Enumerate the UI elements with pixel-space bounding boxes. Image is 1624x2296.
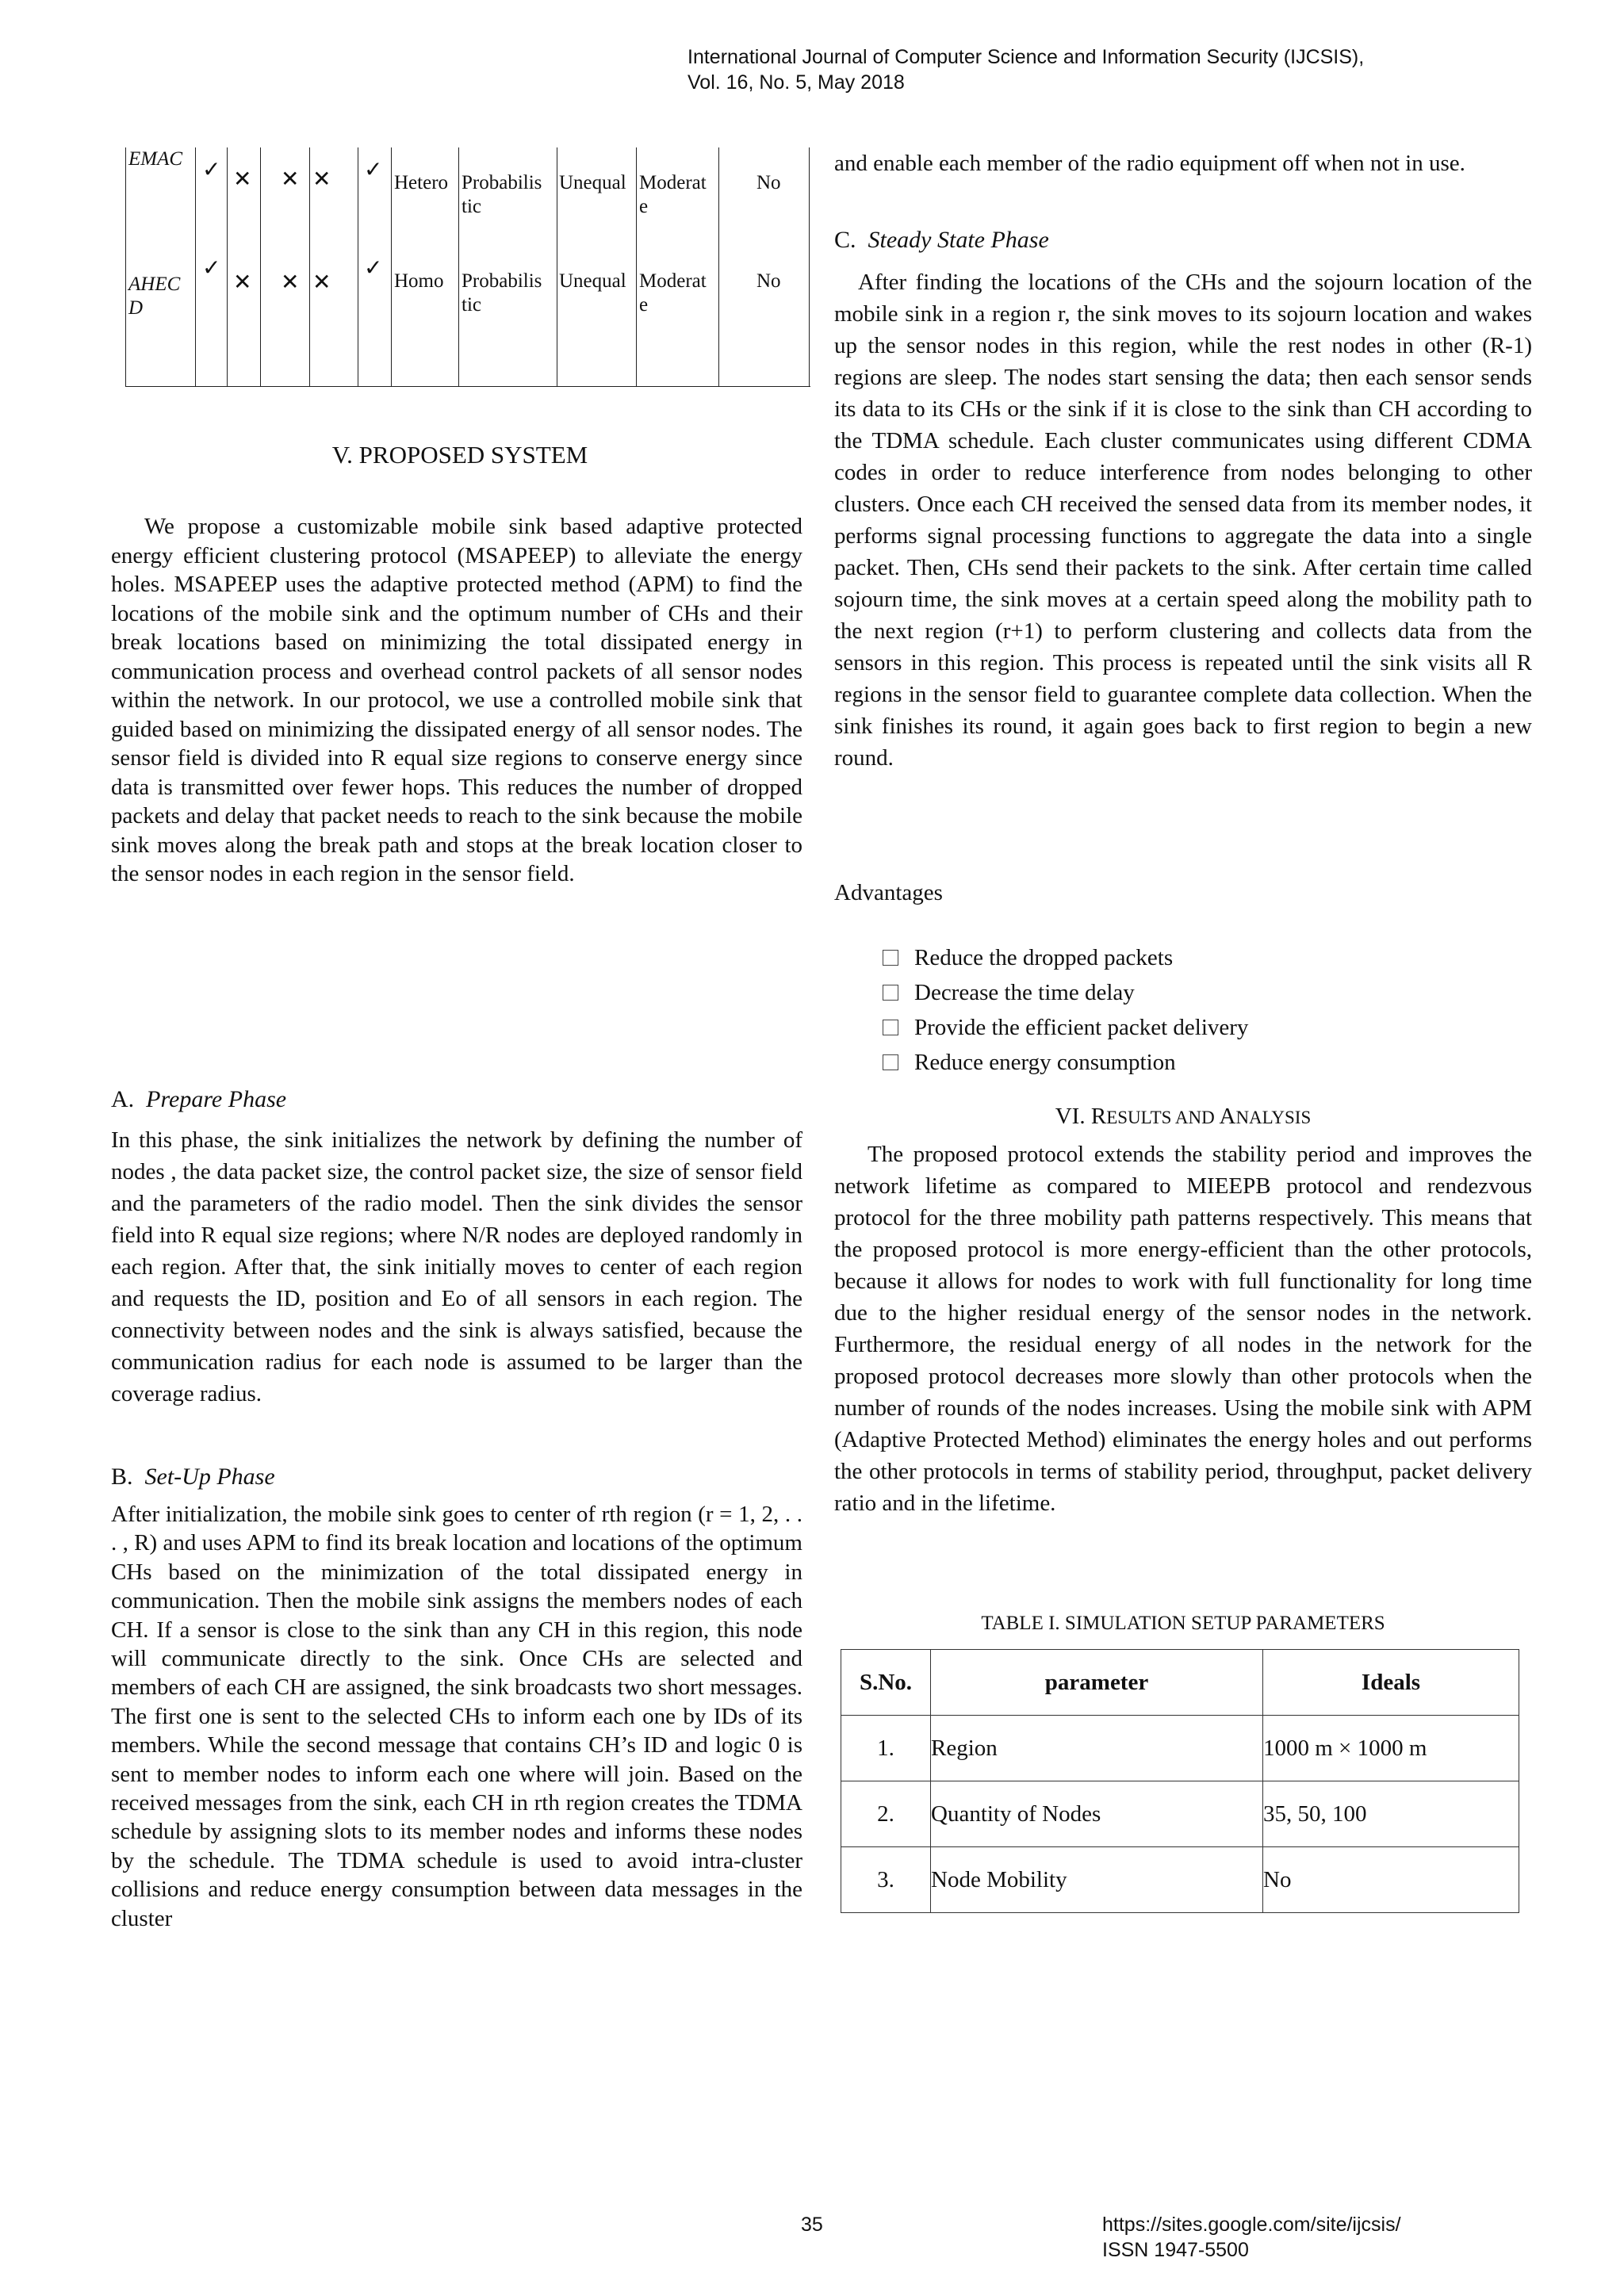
setup-phase-continuation: [834, 147, 1532, 179]
prepare-phase-paragraph: [111, 1124, 802, 1410]
subsection-title: Prepare Phase: [146, 1086, 287, 1112]
list-item: Reduce energy consumption: [883, 1047, 1176, 1078]
bullet-box-icon: [883, 1020, 898, 1035]
check-icon: ✓: [364, 156, 383, 182]
setup-continuation-text: and enable each member of the radio equipment off when not in use.: [834, 151, 1465, 176]
subsection-heading-prepare: [111, 1086, 286, 1113]
comparison-table-fragment: [125, 147, 810, 387]
subsection-title: Set-Up Phase: [144, 1464, 275, 1490]
journal-title: International Journal of Computer Science and Information Security (IJCSIS),: [688, 46, 1365, 68]
cross-icon: ✕: [281, 166, 300, 192]
footer-url[interactable]: https://sites.google.com/site/ijcsis/: [1102, 2214, 1401, 2236]
intro-text: We propose a customizable mobile sink based adaptive protected energy efficient clustering protocol (MSAPEEP) to alleviate the energy holes. MSAPEEP uses the adaptive protected method (APM) to find the locations of the mobile sink and the optimum number of CHs and their break locations based on minimizing the total dissipated energy in communication process and overhead control packets of all sensor nodes within the network. In our protocol, we use a controlled mobile sink that guided based on minimizing the dissipated energy of all sensor nodes. The sensor field is divided into R equal size regions to conserve energy since data is transmitted over fewer hops. This reduces the number of dropped packets and delay that packet needs to reach to the sink because the mobile sink moves along the break path and stops at the break location closer to the sensor nodes in each region in the sensor field.: [111, 514, 802, 886]
cross-icon: ✕: [233, 269, 252, 295]
table-row: [841, 1716, 1519, 1781]
table-cell-mobility: No: [756, 172, 781, 193]
advantages-label: Advantages: [834, 880, 943, 905]
subsection-letter: B.: [111, 1464, 133, 1490]
subsection-title: Steady State Phase: [868, 227, 1049, 253]
steady-state-paragraph: [834, 266, 1532, 774]
setup-phase-text: After initialization, the mobile sink goes to center of rth region (r = 1, 2, . . . , R) and uses APM to find its break location and locations of the optimum CHs based on the minimization of the total dissipated energy in communication. Then the mobile sink assigns the members nodes of each CH. If a sensor is close to the sink than any CH in this region, this node will communicate directly to the sink. Once CHs are selected and members of each CH are assigned, the sink broadcasts two short messages. The first one is sent to the selected CHs to inform each one by IDs of its members. While the second message that contains CH’s ID and logic 0 is sent to member nodes to inform each one where will join. Based on the received messages from the sink, each CH in rth region creates the TDMA schedule by assigning slots to its member nodes and informs these nodes by the schedule. The TDMA schedule is used to avoid intra-cluster collisions and reduce energy consumption between data messages in the cluster: [111, 1502, 802, 1931]
table-cell: Region: [931, 1716, 1263, 1781]
table-cell-mobility: No: [756, 270, 781, 292]
table-cell-clustering: Unequal: [559, 270, 626, 292]
journal-header: [688, 44, 1480, 95]
subsection-heading-setup: [111, 1464, 275, 1490]
table-cell-method: Probabilis tic: [462, 270, 542, 316]
table-cell: No: [1263, 1847, 1519, 1913]
cross-icon: ✕: [281, 269, 300, 295]
table-header-row: [841, 1650, 1519, 1716]
section-intro-paragraph: [111, 512, 802, 889]
results-paragraph: [834, 1138, 1532, 1519]
table-cell-type: Homo: [394, 270, 444, 292]
page-number: 35: [801, 2214, 823, 2236]
check-icon: ✓: [364, 254, 383, 281]
list-item: Reduce the dropped packets: [883, 942, 1173, 974]
table-cell: 1.: [841, 1716, 931, 1781]
table-row-name: AHEC D: [128, 274, 181, 319]
table-cell-level: Moderat e: [639, 172, 707, 217]
journal-volume: Vol. 16, No. 5, May 2018: [688, 71, 905, 94]
bullet-box-icon: [883, 985, 898, 1001]
section-title-proposed-system: V. PROPOSED SYSTEM: [331, 441, 588, 469]
table-cell: Node Mobility: [931, 1847, 1263, 1913]
table-cell-level: Moderat e: [639, 270, 707, 316]
subsection-heading-steady: [834, 227, 1049, 254]
table-cell: 2.: [841, 1781, 931, 1847]
table-cell-method: Probabilis tic: [462, 172, 542, 217]
table-header-parameter: parameter: [931, 1650, 1263, 1716]
table-row-name: EMAC: [128, 148, 183, 170]
subsection-letter: C.: [834, 227, 856, 253]
table-cell: Quantity of Nodes: [931, 1781, 1263, 1847]
cross-icon: ✕: [312, 269, 331, 295]
section-title-results: VI. RESULTS AND ANALYSIS: [1055, 1104, 1312, 1129]
bullet-box-icon: [883, 950, 898, 966]
footer-info: [1102, 2212, 1401, 2263]
table-caption: TABLE I. SIMULATION SETUP PARAMETERS: [981, 1613, 1385, 1634]
check-icon: ✓: [202, 254, 221, 281]
footer-issn: ISSN 1947-5500: [1102, 2239, 1249, 2261]
prepare-phase-text: In this phase, the sink initializes the network by defining the number of nodes , the data packet size, the control packet size, the size of sensor field and the parameters of the radio model. Then the sink divides the sensor field into R equal size regions; where N/R nodes are deployed randomly in each region. After that, the sink initially moves to center of each region and requests the ID, position and Eo of all sensors in each region. The connectivity between nodes and the sink is always satisfied, because the communication radius for each node is assumed to be larger than the coverage radius.: [111, 1127, 802, 1406]
table-cell-type: Hetero: [394, 172, 449, 193]
subsection-letter: A.: [111, 1086, 135, 1112]
setup-phase-paragraph: [111, 1500, 802, 1933]
check-icon: ✓: [202, 156, 221, 182]
table-cell: 35, 50, 100: [1263, 1781, 1519, 1847]
steady-state-text: After finding the locations of the CHs and the sojourn location of the mobile sink in a region r, the sink moves to its sojourn location and wakes up the sensor nodes in this region, while the rest nodes in other (R-1) regions are sleep. The nodes start sensing the data; then each sensor sends its data to its CHs or the sink if it is close to the sink than CH according to the TDMA schedule. Each cluster communicates using different CDMA codes in order to reduce interference from nodes belonging to other clusters. Once each CH received the sensed data from its member nodes, it performs signal processing functions to aggregate the data into a single packet. Then, CHs send their packets to the sink. After certain time called sojourn time, the sink moves at a certain speed along the mobility path to the next region (r+1) to perform clustering and collects data from the sensors in this region. This process is repeated until the sink visits all R regions in the sensor field to guarantee complete data collection. When the sink finishes its round, it again goes back to first region to begin a new round.: [834, 270, 1532, 771]
table-cell: 3.: [841, 1847, 931, 1913]
table-cell-clustering: Unequal: [559, 172, 626, 193]
cross-icon: ✕: [233, 166, 252, 192]
table-cell: 1000 m × 1000 m: [1263, 1716, 1519, 1781]
list-item: Decrease the time delay: [883, 977, 1135, 1008]
table-row: [841, 1847, 1519, 1913]
list-item: Provide the efficient packet delivery: [883, 1012, 1248, 1043]
table-header-ideals: Ideals: [1263, 1650, 1519, 1716]
bullet-box-icon: [883, 1054, 898, 1070]
table-row: [841, 1781, 1519, 1847]
table-header-sno: S.No.: [841, 1650, 931, 1716]
simulation-parameters-table: [841, 1649, 1519, 1913]
cross-icon: ✕: [312, 166, 331, 192]
results-text: The proposed protocol extends the stability period and improves the network lifetime as compared to MIEEPB protocol and rendezvous protocol for the three mobility path patterns respectively. This means that the proposed protocol is more energy-efficient than the other protocols, because it allows for nodes to work with full functionality for long time due to the higher residual energy of the sensor nodes in the network. Furthermore, the residual energy of all nodes in the network for the proposed protocol decreases more slowly than other protocols when the number of rounds of the nodes increases. Using the mobile sink with APM (Adaptive Protected Method) eliminates the energy holes and out performs the other protocols in terms of stability period, throughput, packet delivery ratio and in the lifetime.: [834, 1142, 1532, 1516]
